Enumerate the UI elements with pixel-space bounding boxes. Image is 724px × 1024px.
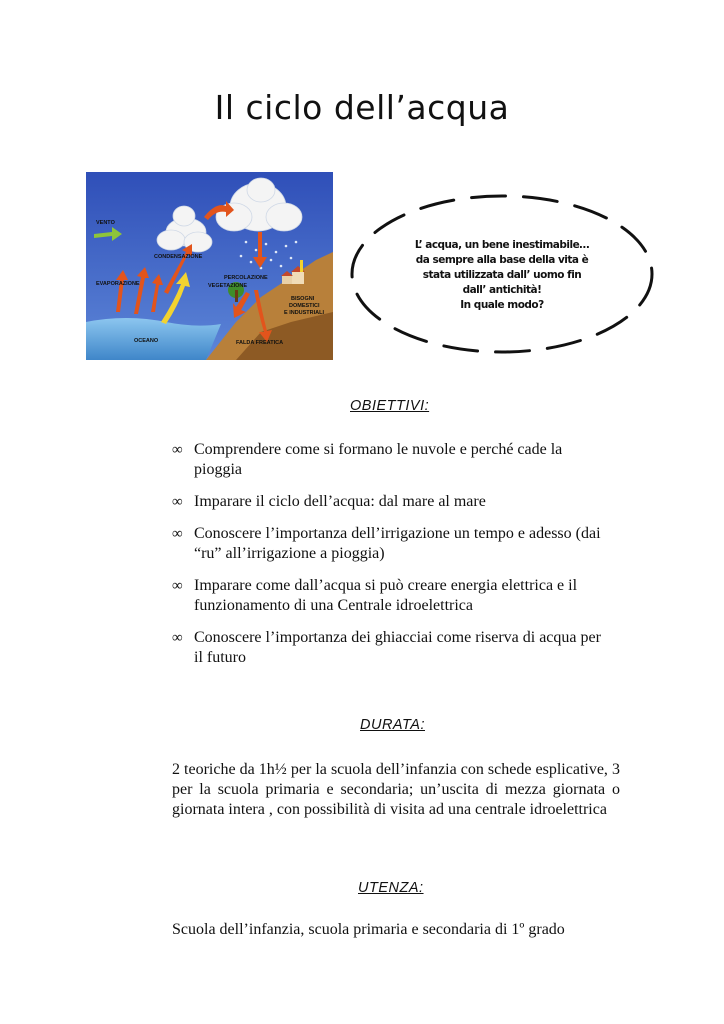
duration-text: 2 teoriche da 1h½ per la scuola dell’infanzia con schede esplicative, 3 per la scuola primaria e secondaria; un’uscita di mezza giornata o giornata intera , con possibilità di visita ad una centrale idroelettrica [172, 761, 620, 818]
objective-text: Conoscere l’importanza dell’irrigazione un tempo e adesso (dai “ru” all’irrigazione a pioggia) [194, 525, 601, 562]
label-bisogni-3: E INDUSTRIALI [284, 310, 325, 316]
label-evaporazione: EVAPORAZIONE [96, 281, 140, 287]
objective-text: Comprendere come si formano le nuvole e perché cade la pioggia [194, 441, 563, 478]
label-condensazione: CONDENSAZIONE [154, 254, 203, 260]
infinity-bullet-icon: ∞ [172, 630, 183, 646]
objective-text: Conoscere l’importanza dei ghiacciai come riserva di acqua per il futuro [194, 629, 601, 666]
label-oceano: OCEANO [134, 338, 159, 344]
infinity-bullet-icon: ∞ [172, 494, 183, 510]
duration-heading: DURATA: [360, 717, 425, 733]
infinity-bullet-icon: ∞ [172, 442, 183, 458]
label-vento: VENTO [96, 220, 115, 226]
objectives-list [172, 440, 612, 680]
bubble-line: stata utilizzata dall’ uomo fin [422, 269, 582, 281]
bubble-text [372, 238, 632, 313]
bubble-line: dall’ antichità! [462, 284, 542, 296]
objective-text: Imparare il ciclo dell’acqua: dal mare al mare [194, 493, 486, 510]
objectives-heading: OBIETTIVI: [350, 398, 430, 414]
label-bisogni-2: DOMESTICI [289, 303, 320, 309]
label-vegetazione: VEGETAZIONE [208, 283, 248, 289]
page-title: Il ciclo dell’acqua [214, 88, 510, 127]
list-item [172, 628, 612, 668]
label-falda: FALDA FREATICA [236, 340, 284, 346]
infinity-bullet-icon: ∞ [172, 526, 183, 542]
bubble-line: L’ acqua, un bene inestimabile… [414, 239, 590, 251]
label-percolazione: PERCOLAZIONE [224, 275, 268, 281]
users-text: Scuola dell’infanzia, scuola primaria e secondaria di 1º grado [172, 921, 565, 938]
label-bisogni-1: BISOGNI [291, 296, 315, 302]
bubble-line: da sempre alla base della vita è [415, 254, 589, 266]
list-item [172, 524, 612, 564]
list-item [172, 576, 612, 616]
list-item [172, 440, 612, 480]
list-item [172, 492, 612, 512]
infinity-bullet-icon: ∞ [172, 578, 183, 594]
users-heading: UTENZA: [358, 880, 424, 896]
water-cycle-diagram [86, 172, 333, 360]
bubble-line: In quale modo? [460, 299, 544, 311]
objective-text: Imparare come dall’acqua si può creare energia elettrica e il funzionamento di una Centrale idroelettrica [194, 577, 578, 614]
